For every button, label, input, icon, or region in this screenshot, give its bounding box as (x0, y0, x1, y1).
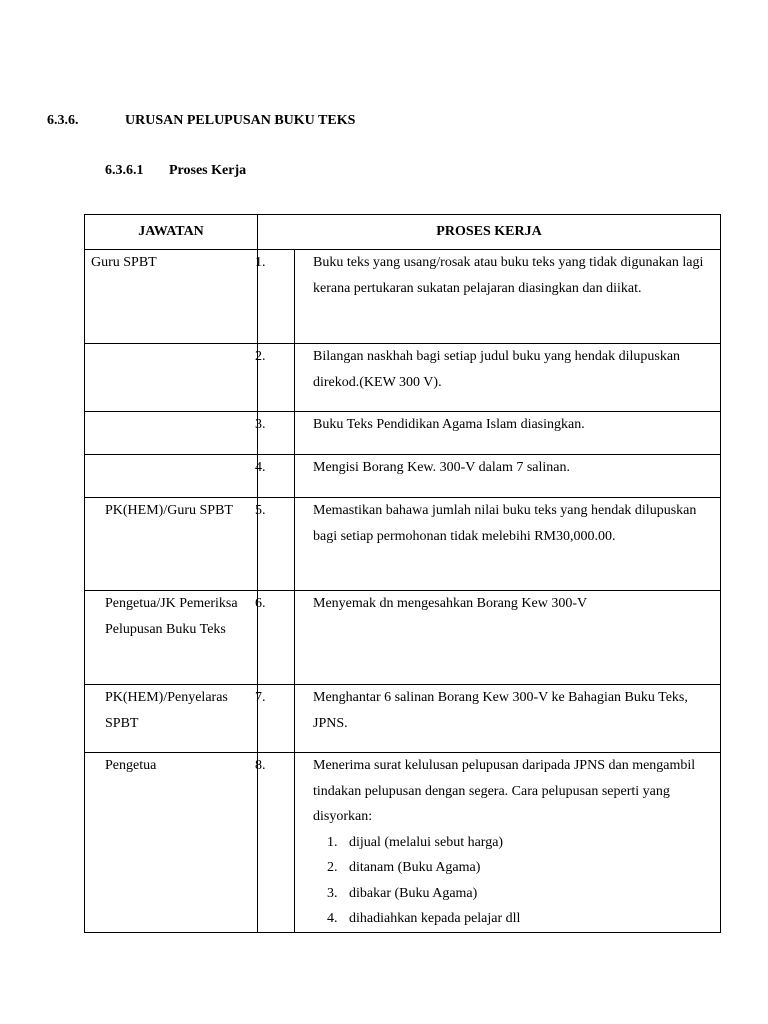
list-item-number: 2. (327, 860, 338, 875)
table-row (85, 753, 721, 933)
jawatan-cell: PK(HEM)/Guru SPBT (85, 498, 258, 591)
list-item (327, 830, 712, 856)
jawatan-cell: Guru SPBT (85, 250, 258, 344)
header-jawatan: JAWATAN (85, 215, 258, 250)
step-number-cell (255, 412, 295, 455)
subsection-heading (105, 163, 246, 179)
step-number: 8. (255, 758, 266, 773)
jawatan-cell: PK(HEM)/Penyelaras SPBT (85, 685, 258, 753)
step-number: 7. (255, 690, 266, 705)
list-item-number: 3. (327, 885, 338, 901)
step-number: 3. (255, 417, 266, 432)
list-item (327, 906, 712, 932)
jawatan-cell (85, 344, 258, 412)
list-item-text: dijual (melalui sebut harga) (349, 834, 504, 850)
section-number: 6.3.6. (47, 113, 79, 128)
table-row (85, 591, 721, 685)
subsection-title: Proses Kerja (169, 163, 247, 178)
step-description: Bilangan naskhah bagi setiap judul buku yang hendak dilupuskan direkod.(KEW 300 V). (295, 344, 721, 412)
step-number-cell (255, 753, 295, 933)
disposal-methods-list (313, 830, 712, 932)
table-row (85, 412, 721, 455)
subsection-number: 6.3.6.1 (105, 163, 144, 178)
jawatan-cell (85, 455, 258, 498)
step-number-cell (255, 344, 295, 412)
step-description: Menghantar 6 salinan Borang Kew 300-V ke Bahagian Buku Teks, JPNS. (295, 685, 721, 753)
table-row (85, 250, 721, 344)
step-number: 5. (255, 503, 266, 518)
step-number-cell (255, 250, 295, 344)
jawatan-cell (85, 412, 258, 455)
table-row (85, 685, 721, 753)
table-row (85, 344, 721, 412)
table-row (85, 455, 721, 498)
step-number-cell (255, 685, 295, 753)
step-number: 2. (255, 349, 266, 364)
list-item (327, 881, 712, 907)
list-item-number: 1. (327, 834, 338, 850)
list-item-text: ditanam (Buku Agama) (349, 860, 481, 875)
list-item-number: 4. (327, 911, 338, 926)
step-description: Memastikan bahawa jumlah nilai buku teks yang hendak dilupuskan bagi setiap permohonan tidak melebihi RM30,000.00. (295, 498, 721, 591)
step-number: 4. (255, 460, 266, 475)
step-description-cell (295, 753, 721, 933)
step-number: 6. (255, 596, 266, 611)
jawatan-cell: Pengetua (85, 753, 258, 933)
jawatan-cell: Pengetua/JK Pemeriksa Pelupusan Buku Teks (85, 591, 258, 685)
list-item-text: dihadiahkan kepada pelajar dll (349, 911, 521, 926)
step-number-cell (255, 591, 295, 685)
step-number-cell (255, 455, 295, 498)
step-number-cell (255, 498, 295, 591)
step-description: Menyemak dn mengesahkan Borang Kew 300-V (295, 591, 721, 685)
step-description: Buku Teks Pendidikan Agama Islam diasingkan. (295, 412, 721, 455)
table-header-row (85, 215, 721, 250)
step-description: Menerima surat kelulusan pelupusan daripada JPNS dan mengambil tindakan pelupusan dengan segera. Cara pelupusan seperti yang disyorkan: (313, 758, 696, 824)
section-title: URUSAN PELUPUSAN BUKU TEKS (125, 113, 356, 128)
process-table (84, 214, 721, 933)
step-number: 1. (255, 255, 266, 270)
table-row (85, 498, 721, 591)
list-item-text: dibakar (Buku Agama) (349, 885, 478, 901)
step-description: Buku teks yang usang/rosak atau buku teks yang tidak digunakan lagi kerana pertukaran sukatan pelajaran diasingkan dan diikat. (295, 250, 721, 344)
step-description: Mengisi Borang Kew. 300-V dalam 7 salinan. (295, 455, 721, 498)
header-proses-kerja: PROSES KERJA (258, 215, 721, 250)
list-item (327, 855, 712, 881)
section-heading (47, 113, 355, 129)
